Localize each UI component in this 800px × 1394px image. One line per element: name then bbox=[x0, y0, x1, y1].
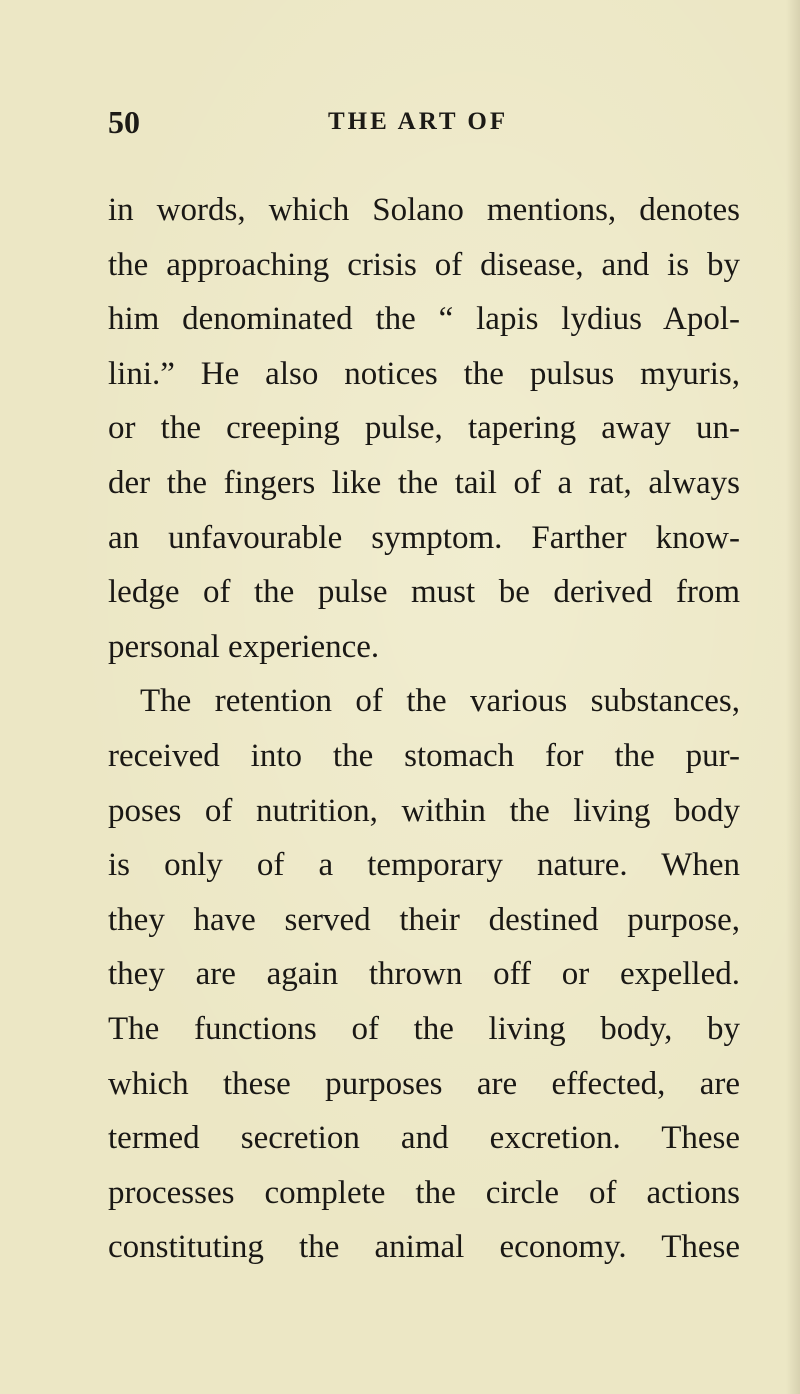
text-line: ledge of the pulse must be derived from bbox=[108, 574, 740, 611]
text-line: they are again thrown off or expelled. bbox=[108, 956, 740, 993]
running-head: THE ART OF bbox=[328, 108, 509, 135]
text-line: received into the stomach for the pur- bbox=[108, 737, 740, 774]
text-line: constituting the animal economy. These bbox=[108, 1229, 740, 1266]
text-line: him denominated the “ lapis lydius Apol- bbox=[108, 301, 740, 338]
paragraph-start-line: The retention of the various substances, bbox=[140, 683, 740, 720]
page-header bbox=[108, 104, 718, 144]
text-line: lini.” He also notices the pulsus myuris, bbox=[108, 355, 740, 392]
body-text bbox=[108, 183, 740, 1275]
text-line: der the fingers like the tail of a rat, always bbox=[108, 464, 740, 501]
text-line: is only of a temporary nature. When bbox=[108, 847, 740, 884]
text-line: or the creeping pulse, tapering away un- bbox=[108, 410, 740, 447]
text-line: processes complete the circle of actions bbox=[108, 1174, 740, 1211]
text-line: termed secretion and excretion. These bbox=[108, 1120, 740, 1157]
text-line: personal experience. bbox=[108, 628, 380, 665]
text-line: which these purposes are effected, are bbox=[108, 1065, 740, 1102]
text-line: The functions of the living body, by bbox=[108, 1010, 740, 1047]
page-edge-shadow bbox=[786, 0, 800, 1394]
text-line: the approaching crisis of disease, and is by bbox=[108, 246, 740, 283]
text-line: they have served their destined purpose, bbox=[108, 901, 740, 938]
text-line: poses of nutrition, within the living body bbox=[108, 792, 740, 829]
text-line: an unfavourable symptom. Farther know- bbox=[108, 519, 740, 556]
page-number: 50 bbox=[108, 104, 140, 140]
text-line: in words, which Solano mentions, denotes bbox=[108, 192, 740, 228]
